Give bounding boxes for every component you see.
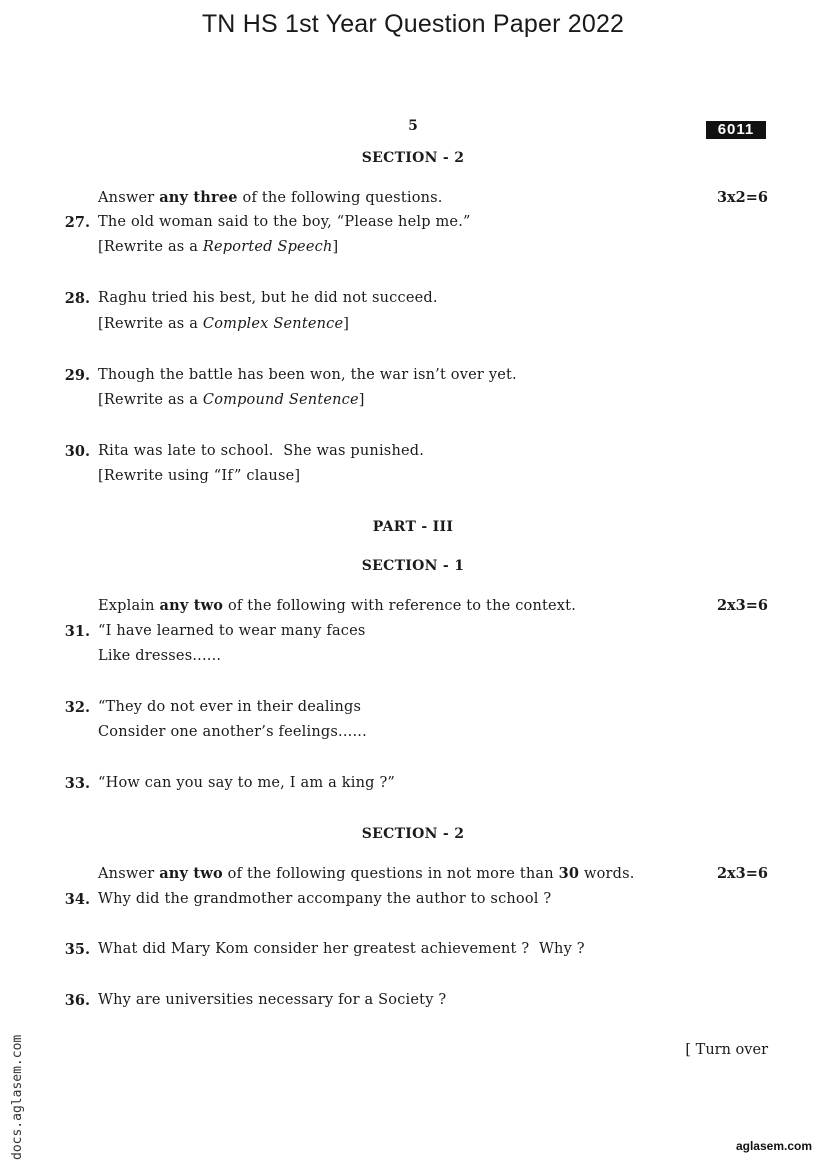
marks-label: 3x2=6 — [716, 189, 768, 206]
section-heading: SECTION - 2 — [361, 150, 465, 166]
rewrite-instruction: [Rewrite as a Complex Sentence] — [98, 316, 350, 332]
paper-code-badge: 6011 — [706, 121, 766, 139]
question-text: Raghu tried his best, but he did not succeed. — [98, 290, 438, 306]
question-number: 29. — [64, 367, 90, 384]
question-text-continued: Like dresses...... — [98, 648, 222, 664]
rewrite-instruction: [Rewrite as a Reported Speech] — [98, 239, 339, 255]
section-heading: SECTION - 2 — [361, 826, 465, 842]
question-text: The old woman said to the boy, “Please help me.” — [98, 214, 471, 230]
question-number: 32. — [64, 699, 90, 716]
question-text: “They do not ever in their dealings — [98, 699, 362, 715]
question-number: 27. — [64, 214, 90, 231]
question-number: 31. — [64, 623, 90, 640]
question-text: Why did the grandmother accompany the author to school ? — [98, 891, 552, 907]
document-title: TN HS 1st Year Question Paper 2022 — [201, 10, 625, 38]
footer-site-label: aglasem.com — [735, 1139, 812, 1153]
question-number: 35. — [64, 941, 90, 958]
question-text: Why are universities necessary for a Society ? — [98, 992, 447, 1008]
rewrite-instruction: [Rewrite using “If” clause] — [98, 468, 301, 484]
question-number: 36. — [64, 992, 90, 1009]
part-heading: PART - III — [372, 519, 454, 535]
page-number: 5 — [408, 118, 418, 134]
question-text: Rita was late to school. She was punished. — [98, 443, 425, 459]
question-text: “How can you say to me, I am a king ?” — [98, 775, 396, 791]
question-text: What did Mary Kom consider her greatest achievement ? Why ? — [98, 941, 585, 957]
question-number: 34. — [64, 891, 90, 908]
question-text-continued: Consider one another’s feelings...... — [98, 724, 367, 740]
instruction-text: Answer any two of the following questions in not more than 30 words. — [98, 865, 635, 882]
turn-over-note: [ Turn over — [685, 1042, 768, 1058]
question-number: 33. — [64, 775, 90, 792]
question-text: Though the battle has been won, the war isn’t over yet. — [98, 367, 517, 383]
marks-label: 2x3=6 — [716, 865, 768, 882]
rewrite-instruction: [Rewrite as a Compound Sentence] — [98, 392, 365, 408]
side-watermark: docs.aglasem.com — [10, 1034, 25, 1160]
question-number: 28. — [64, 290, 90, 307]
instruction-text: Explain any two of the following with reference to the context. — [98, 597, 577, 614]
question-text: “I have learned to wear many faces — [98, 623, 366, 639]
question-number: 30. — [64, 443, 90, 460]
instruction-text: Answer any three of the following questions. — [98, 189, 443, 206]
marks-label: 2x3=6 — [716, 597, 768, 614]
section-heading: SECTION - 1 — [361, 558, 465, 574]
